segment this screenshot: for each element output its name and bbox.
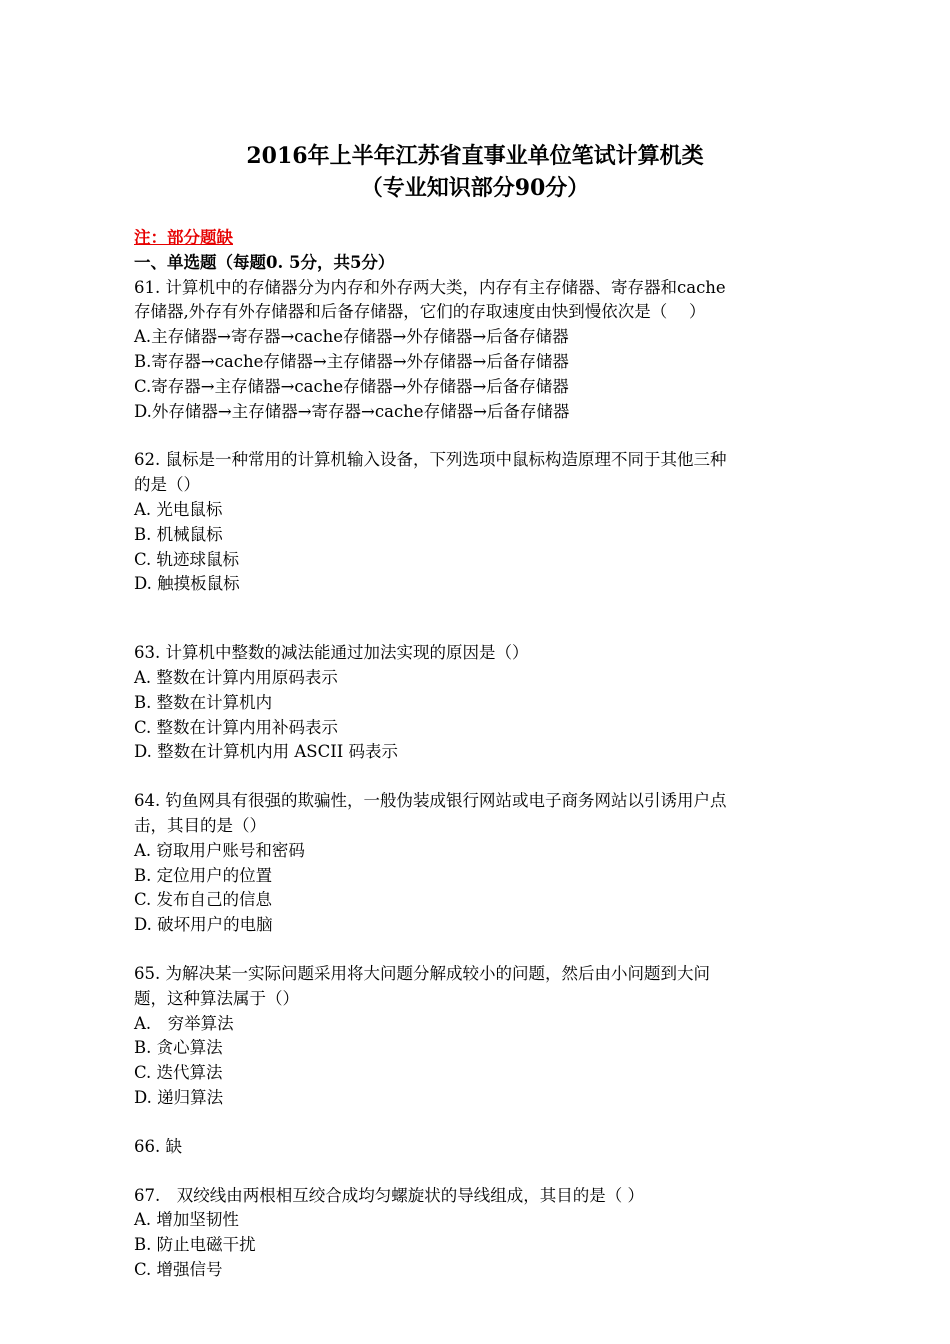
question-stem-line: 65. 为解决某一实际问题采用将大问题分解成较小的问题，然后由小问题到大问 bbox=[134, 963, 710, 983]
question-stem-line: 63. 计算机中整数的减法能通过加法实现的原因是（） bbox=[134, 643, 529, 663]
option-c: C. 增强信号 bbox=[134, 1259, 223, 1279]
option-d: D. 递归算法 bbox=[134, 1087, 224, 1107]
option-c: C. 轨迹球鼠标 bbox=[134, 549, 240, 569]
option-c: C.寄存器→主存储器→cache存储器→外存储器→后备存储器 bbox=[134, 376, 569, 396]
option-d: D. 整数在计算机内用 ASCII 码表示 bbox=[134, 742, 398, 762]
option-a: A. 增加坚韧性 bbox=[134, 1210, 239, 1230]
option-d: D. 触摸板鼠标 bbox=[134, 574, 240, 594]
question-62 bbox=[134, 448, 834, 597]
option-b: B. 贪心算法 bbox=[134, 1038, 223, 1058]
question-63 bbox=[134, 641, 834, 765]
option-c: C. 发布自己的信息 bbox=[134, 890, 273, 910]
question-66 bbox=[134, 1135, 834, 1160]
option-b: B. 机械鼠标 bbox=[134, 524, 223, 544]
question-stem-line: 64. 钓鱼网具有很强的欺骗性，一般伪装成银行网站或电子商务网站以引诱用户点 bbox=[134, 791, 727, 811]
option-b: B. 整数在计算机内 bbox=[134, 692, 273, 712]
question-stem-line: 66. 缺 bbox=[134, 1136, 182, 1156]
option-a: A. 光电鼠标 bbox=[134, 499, 223, 519]
document-subtitle: （专业知识部分90分） bbox=[360, 175, 590, 201]
document-title: 2016年上半年江苏省直事业单位笔试计算机类 bbox=[246, 143, 704, 169]
option-b: B. 防止电磁干扰 bbox=[134, 1235, 256, 1255]
question-stem-line: 击，其目的是（） bbox=[134, 815, 266, 835]
option-d: D. 破坏用户的电脑 bbox=[134, 915, 273, 935]
question-65 bbox=[134, 962, 834, 1111]
option-a: A. 窃取用户账号和密码 bbox=[134, 840, 305, 860]
section-heading: 一、单选题（每题0. 5分，共5分） bbox=[134, 252, 395, 272]
option-c: C. 整数在计算内用补码表示 bbox=[134, 717, 339, 737]
document-body bbox=[134, 226, 834, 1283]
option-a: A. 整数在计算内用原码表示 bbox=[134, 667, 338, 687]
missing-questions-note: 注：部分题缺 bbox=[134, 228, 233, 247]
option-a: A.主存储器→寄存器→cache存储器→外存储器→后备存储器 bbox=[134, 327, 569, 347]
option-c: C. 迭代算法 bbox=[134, 1063, 223, 1083]
option-b: B. 定位用户的位置 bbox=[134, 865, 273, 885]
question-stem-line: 61. 计算机中的存储器分为内存和外存两大类，内存有主存储器、寄存器和cache bbox=[134, 277, 726, 297]
option-b: B.寄存器→cache存储器→主存储器→外存储器→后备存储器 bbox=[134, 351, 569, 371]
question-64 bbox=[134, 789, 834, 938]
question-61 bbox=[134, 276, 834, 425]
question-67 bbox=[134, 1184, 834, 1283]
question-stem-line: 67. 双绞线由两根相互绞合成均匀螺旋状的导线组成，其目的是（ ） bbox=[134, 1185, 644, 1205]
option-d: D.外存储器→主存储器→寄存器→cache存储器→后备存储器 bbox=[134, 401, 570, 421]
question-stem-line: 存储器,外存有外存储器和后备存储器，它们的存取速度由快到慢依次是（ ） bbox=[134, 302, 706, 322]
question-stem-line: 题，这种算法属于（） bbox=[134, 988, 299, 1008]
question-stem-line: 62. 鼠标是一种常用的计算机输入设备，下列选项中鼠标构造原理不同于其他三种 bbox=[134, 450, 727, 470]
question-stem-line: 的是（） bbox=[134, 475, 200, 495]
option-a: A. 穷举算法 bbox=[134, 1013, 234, 1033]
